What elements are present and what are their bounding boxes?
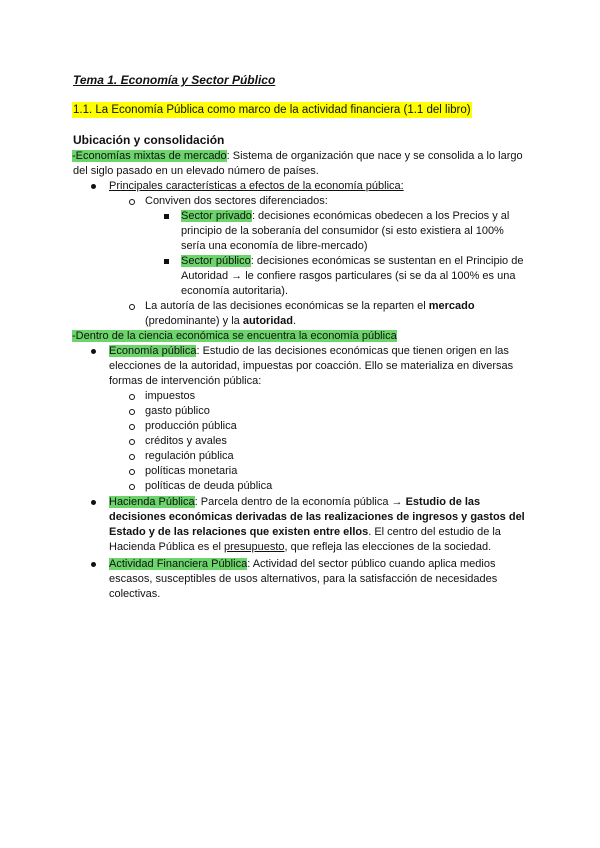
- square-bullet-icon: [164, 214, 169, 219]
- market-word: mercado: [428, 300, 475, 312]
- bullet-icon: [91, 349, 96, 354]
- circle-bullet-icon: [129, 439, 135, 445]
- private-sector-line-1: [181, 209, 509, 224]
- public-sector-def: : decisiones económicas se sustentan en el Principio de: [250, 255, 524, 267]
- activity-line-3: colectivas.: [109, 588, 161, 600]
- mixed-economy-line-1: [72, 149, 523, 164]
- private-sector-term: Sector privado: [181, 210, 252, 222]
- list-item: créditos y avales: [145, 435, 227, 447]
- circle-bullet-icon: [129, 199, 135, 205]
- authorship-line-2: [145, 314, 296, 329]
- circle-bullet-icon: [129, 304, 135, 310]
- document-title: Tema 1. Economía y Sector Público: [73, 73, 276, 87]
- circle-bullet-icon: [129, 469, 135, 475]
- public-economy-term: Economía pública: [109, 345, 197, 357]
- activity-line-2: escasos, susceptibles de usos alternativos, para la satisfacción de necesidades: [109, 573, 498, 585]
- list-item: políticas de deuda pública: [145, 480, 273, 492]
- mixed-economy-line-2: del siglo pasado en un elevado número de países.: [73, 165, 319, 177]
- mixed-economy-term: -Economías mixtas de mercado: [72, 150, 227, 162]
- circle-bullet-icon: [129, 454, 135, 460]
- public-sector-line-3: economía autoritaria).: [181, 285, 288, 297]
- circle-bullet-icon: [129, 484, 135, 490]
- hacienda-line-1: [109, 495, 480, 510]
- within-science-term: -Dentro de la ciencia económica se encuentra la economía pública: [72, 330, 397, 342]
- hacienda-def: : Parcela dentro de la economía pública →: [194, 496, 406, 508]
- hacienda-tail: , que refleja las elecciones de la sociedad.: [284, 541, 492, 553]
- public-economy-line-3: formas de intervención pública:: [109, 375, 262, 387]
- main-features-item: Principales características a efectos de la economía pública:: [109, 180, 404, 192]
- circle-bullet-icon: [129, 394, 135, 400]
- public-sector-term: Sector público: [181, 255, 251, 267]
- list-item: gasto público: [145, 405, 210, 417]
- authorship-mid: (predominante) y la: [145, 315, 243, 327]
- public-sector-line-2: Autoridad → le confiere rasgos particulares (si se da al 100% es una: [181, 270, 516, 282]
- square-bullet-icon: [164, 259, 169, 264]
- hacienda-line-3: [109, 525, 501, 540]
- section-heading: Ubicación y consolidación: [73, 133, 225, 147]
- two-sectors-item: Conviven dos sectores diferenciados:: [145, 195, 328, 207]
- bullet-icon: [91, 562, 96, 567]
- private-sector-line-3: sería una economía de libre-mercado): [181, 240, 368, 252]
- activity-term: Actividad Financiera Pública: [109, 558, 248, 570]
- list-item: impuestos: [145, 390, 196, 402]
- private-sector-def: : decisiones económicas obedecen a los Precios y al: [251, 210, 510, 222]
- hacienda-line-2: decisiones económicas derivadas de las realizaciones de ingresos y gastos del: [109, 511, 525, 523]
- list-item: políticas monetaria: [145, 465, 238, 477]
- section-subtitle: 1.1. La Economía Pública como marco de la actividad financiera (1.1 del libro): [73, 104, 471, 116]
- hacienda-line-4: [109, 540, 491, 555]
- hacienda-bold-end: Estado y de las relaciones que existen entre ellos: [109, 526, 369, 538]
- hacienda-text: Hacienda Pública es el: [109, 541, 224, 553]
- within-science-line: [72, 329, 397, 344]
- authority-word: autoridad: [242, 315, 293, 327]
- list-item: regulación pública: [145, 450, 234, 462]
- authorship-end: .: [292, 315, 297, 327]
- mixed-economy-def: : Sistema de organización que nace y se consolida a lo largo: [226, 150, 523, 162]
- budget-word: presupuesto: [223, 541, 285, 553]
- hacienda-term: Hacienda Pública: [109, 496, 195, 508]
- authorship-text: La autoría de las decisiones económicas se la reparten el: [145, 300, 429, 312]
- circle-bullet-icon: [129, 424, 135, 430]
- hacienda-center: . El centro del estudio de la: [368, 526, 501, 538]
- bullet-icon: [91, 184, 96, 189]
- activity-line-1: [109, 557, 495, 572]
- public-economy-line-1: [109, 344, 509, 359]
- bullet-icon: [91, 500, 96, 505]
- public-sector-line-1: [181, 254, 523, 269]
- authorship-line-1: [145, 299, 475, 314]
- public-economy-line-2: elecciones de la autoridad, impuestas por coacción. Ello se materializa en diversas: [109, 360, 514, 372]
- list-item: producción pública: [145, 420, 237, 432]
- private-sector-line-2: principio de la soberanía del consumidor (si esto existiera al 100%: [181, 225, 504, 237]
- circle-bullet-icon: [129, 409, 135, 415]
- hacienda-bold: Estudio de las: [405, 496, 481, 508]
- public-economy-def: : Estudio de las decisiones económicas que tienen origen en las: [196, 345, 509, 357]
- activity-def: : Actividad del sector público cuando aplica medios: [247, 558, 496, 570]
